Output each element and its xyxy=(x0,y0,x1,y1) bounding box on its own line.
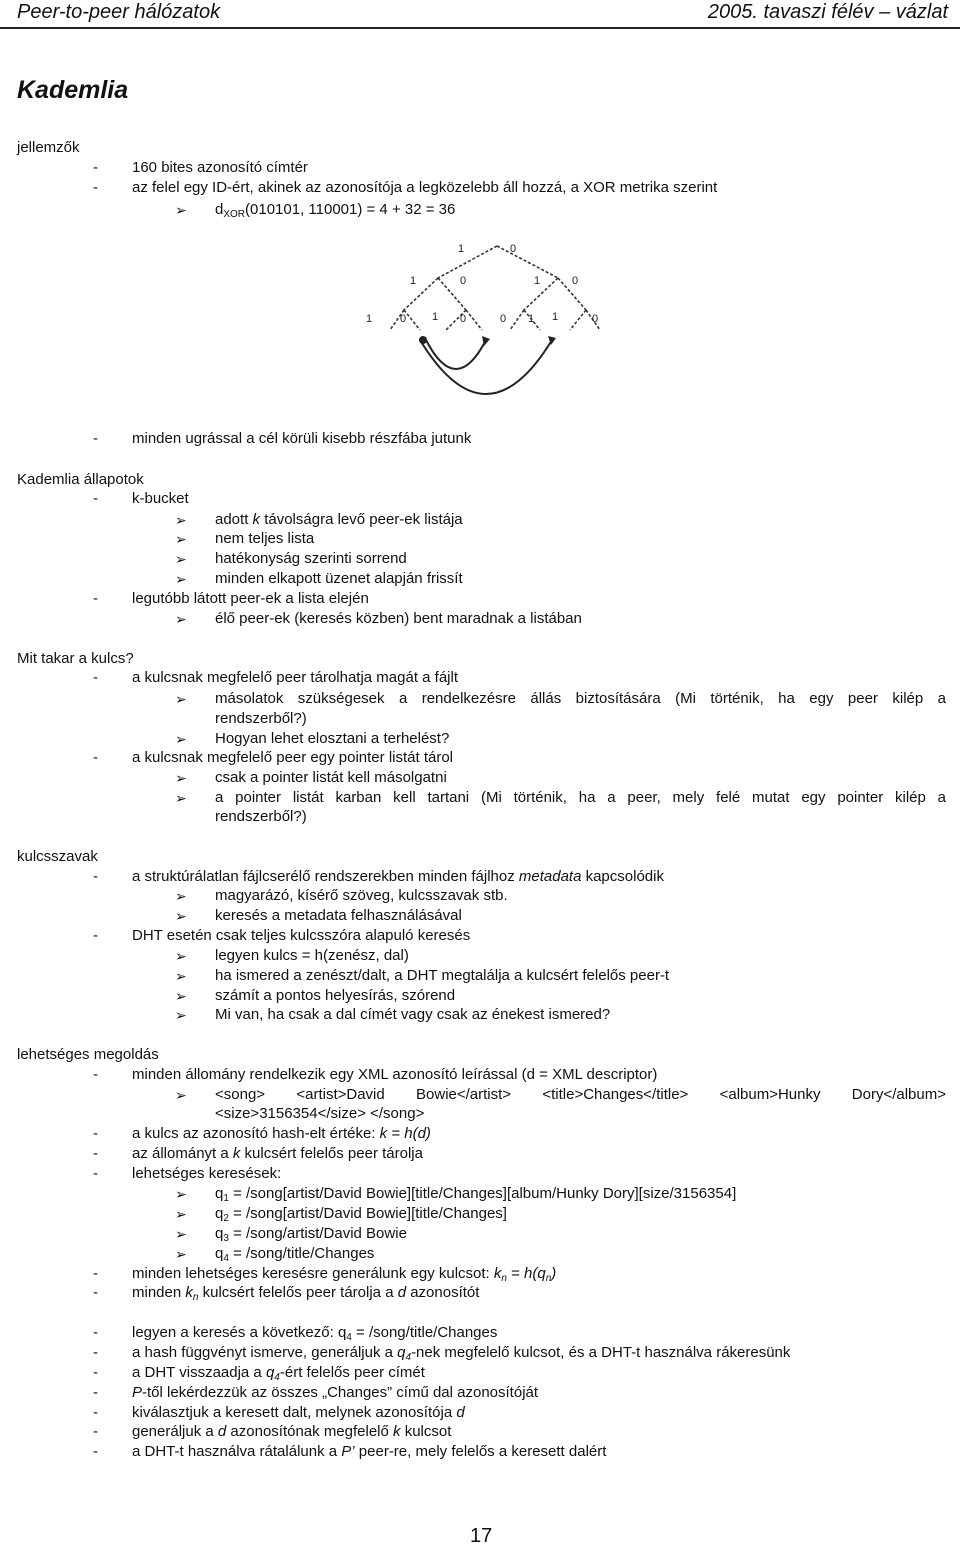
sub-item: legyen kulcs = h(zenész, dal) xyxy=(215,947,409,964)
list-item: kiválasztjuk a keresett dalt, melynek azonosítója d xyxy=(132,1404,465,1421)
svg-text:1: 1 xyxy=(366,313,373,325)
sub-item: adott k távolságra levő peer-ek listája xyxy=(215,511,463,528)
dash-bullet: - xyxy=(93,159,98,176)
header-semester: 2005. tavaszi félév – vázlat xyxy=(707,1,948,23)
svg-text:0: 0 xyxy=(510,243,517,255)
arrow-bullet-icon: ➢ xyxy=(175,1226,187,1242)
list-item: DHT esetén csak teljes kulcsszóra alapuló keresés xyxy=(132,927,471,944)
header-course-title: Peer-to-peer hálózatok xyxy=(17,1,221,23)
list-item: a DHT visszaadja a $q_4$-ért felelős peer címét xyxy=(132,1364,425,1383)
sub-item: csak a pointer listát kell másolgatni xyxy=(215,769,447,786)
header-divider xyxy=(0,27,960,29)
list-item: lehetséges keresések: xyxy=(132,1165,282,1182)
list-item: k-bucket xyxy=(132,490,189,507)
arrow-bullet-icon: ➢ xyxy=(175,691,187,707)
list-item: minden $k_n$ kulcsért felelős peer tárolja a d azonosítót xyxy=(132,1284,480,1303)
arrow-bullet-icon: ➢ xyxy=(175,531,187,547)
arrow-bullet-icon: ➢ xyxy=(175,888,187,904)
list-item: minden állomány rendelkezik egy XML azonosító leírással (d = XML descriptor) xyxy=(132,1066,658,1083)
dash-bullet: - xyxy=(93,1066,98,1083)
dash-bullet: - xyxy=(93,669,98,686)
dash-bullet: - xyxy=(93,1265,98,1282)
arrow-bullet-icon: ➢ xyxy=(175,968,187,984)
page-number: 17 xyxy=(470,1525,493,1547)
list-item: P-től lekérdezzük az összes „Changes” című dal azonosítóját xyxy=(132,1384,539,1401)
svg-text:0: 0 xyxy=(460,275,467,287)
dash-bullet: - xyxy=(93,1364,98,1381)
sub-item: ha ismered a zenészt/dalt, a DHT megtalálja a kulcsért felelős peer-t xyxy=(215,967,670,984)
dash-bullet: - xyxy=(93,490,98,507)
dash-bullet: - xyxy=(93,1125,98,1142)
sub-item-line: a pointer listát karban kell tartani (Mi történik, ha a peer, mely felé mutat egy pointer kilép a xyxy=(215,789,946,806)
dash-bullet: - xyxy=(93,927,98,944)
query-item: $q_2$ = /song[artist/David Bowie][title/Changes] xyxy=(215,1205,507,1224)
dash-bullet: - xyxy=(93,1443,98,1460)
arrow-bullet-icon: ➢ xyxy=(175,611,187,627)
sub-item: nem teljes lista xyxy=(215,530,315,547)
section-heading-megoldas: lehetséges megoldás xyxy=(17,1046,159,1063)
list-item: az felel egy ID-ért, akinek az azonosítója a legközelebb áll hozzá, a XOR metrika szerint xyxy=(132,179,718,196)
svg-text:0: 0 xyxy=(572,275,579,287)
query-item: $q_4$ = /song/title/Changes xyxy=(215,1245,375,1264)
arrow-bullet-icon: ➢ xyxy=(175,908,187,924)
arrow-bullet-icon: ➢ xyxy=(175,512,187,528)
dash-bullet: - xyxy=(93,1404,98,1421)
list-item: a kulcsnak megfelelő peer egy pointer listát tárol xyxy=(132,749,454,766)
list-item: minden ugrással a cél körüli kisebb részfába jutunk xyxy=(132,430,472,447)
arrow-bullet-icon: ➢ xyxy=(175,988,187,1004)
svg-text:1: 1 xyxy=(534,275,541,287)
sub-item-line: rendszerből?) xyxy=(215,710,307,727)
list-item: a struktúrálatlan fájlcserélő rendszerekben minden fájlhoz metadata kapcsolódik xyxy=(132,868,664,885)
arrow-bullet-icon: ➢ xyxy=(175,790,187,806)
dash-bullet: - xyxy=(93,1165,98,1182)
svg-text:0: 0 xyxy=(460,313,467,325)
list-item: legutóbb látott peer-ek a lista elején xyxy=(132,590,369,607)
arrow-bullet-icon: ➢ xyxy=(175,1246,187,1262)
list-item: generáljuk a d azonosítónak megfelelő k kulcsot xyxy=(132,1423,452,1440)
list-item: a kulcs az azonosító hash-elt értéke: k = h(d) xyxy=(132,1125,431,1142)
svg-text:1: 1 xyxy=(528,313,535,325)
section-heading-kulcsszavak: kulcsszavak xyxy=(17,848,98,865)
dash-bullet: - xyxy=(93,590,98,607)
list-item: 160 bites azonosító címtér xyxy=(132,159,308,176)
list-item: a hash függvényt ismerve, generáljuk a $q_4$-nek megfelelő kulcsot, és a DHT-t használva rákeresünk xyxy=(132,1344,791,1363)
list-item: a DHT-t használva rátalálunk a P’ peer-re, mely felelős a keresett dalért xyxy=(132,1443,607,1460)
arrow-bullet-icon: ➢ xyxy=(175,731,187,747)
page-title: Kademlia xyxy=(17,76,129,104)
query-item: $q_1$ = /song[artist/David Bowie][title/Changes][album/Hunky Dory][size/3156354] xyxy=(215,1185,737,1204)
sub-item: Mi van, ha csak a dal címét vagy csak az énekest ismered? xyxy=(215,1006,611,1023)
dash-bullet: - xyxy=(93,430,98,447)
dash-bullet: - xyxy=(93,1423,98,1440)
section-heading-jellemzok: jellemzők xyxy=(17,139,80,156)
arrow-bullet-icon: ➢ xyxy=(175,1007,187,1023)
list-item: a kulcsnak megfelelő peer tárolhatja magát a fájlt xyxy=(132,669,459,686)
arrow-bullet-icon: ➢ xyxy=(175,571,187,587)
arrow-bullet-icon: ➢ xyxy=(175,1087,187,1103)
svg-text:1: 1 xyxy=(458,243,465,255)
dash-bullet: - xyxy=(93,1384,98,1401)
sub-item: minden elkapott üzenet alapján frissít xyxy=(215,570,463,587)
arrow-bullet-icon: ➢ xyxy=(175,1206,187,1222)
arrow-bullet-icon: ➢ xyxy=(175,1186,187,1202)
svg-text:0: 0 xyxy=(500,313,507,325)
dash-bullet: - xyxy=(93,1344,98,1361)
sub-item: Hogyan lehet elosztani a terhelést? xyxy=(215,730,450,747)
section-heading-allapotok: Kademlia állapotok xyxy=(17,471,144,488)
sub-item: hatékonyság szerinti sorrend xyxy=(215,550,407,567)
arrow-bullet-icon: ➢ xyxy=(175,948,187,964)
arrow-bullet-icon: ➢ xyxy=(175,202,187,218)
sub-item: magyarázó, kísérő szöveg, kulcsszavak stb. xyxy=(215,887,508,904)
section-heading-kulcs: Mit takar a kulcs? xyxy=(17,650,134,667)
svg-text:1: 1 xyxy=(410,275,417,287)
list-item: minden lehetséges keresésre generálunk egy kulcsot: $k_n = h(q_n)$ xyxy=(132,1265,557,1284)
dash-bullet: - xyxy=(93,179,98,196)
xml-descriptor-line: <size>3156354</size> </song> xyxy=(215,1105,425,1122)
dash-bullet: - xyxy=(93,749,98,766)
xor-distance-example: $d_{XOR}(010101$, 110001) = 4 + 32 = 36 xyxy=(215,201,456,220)
xor-tree-diagram xyxy=(356,238,606,408)
svg-text:1: 1 xyxy=(552,311,559,323)
sub-item: számít a pontos helyesírás, szórend xyxy=(215,987,456,1004)
arrow-bullet-icon: ➢ xyxy=(175,551,187,567)
svg-text:0: 0 xyxy=(400,313,407,325)
svg-text:0: 0 xyxy=(592,313,599,325)
page-header xyxy=(0,0,960,27)
sub-item-line: másolatok szükségesek a rendelkezésre állás biztosítására (Mi történik, ha egy peer kilép a xyxy=(215,690,946,707)
query-item: $q_3$ = /song/artist/David Bowie xyxy=(215,1225,407,1244)
svg-text:1: 1 xyxy=(432,311,439,323)
dash-bullet: - xyxy=(93,1324,98,1341)
arrow-bullet-icon: ➢ xyxy=(175,770,187,786)
sub-item-line: rendszerből?) xyxy=(215,808,307,825)
dash-bullet: - xyxy=(93,868,98,885)
xml-descriptor-line: <song> <artist>David Bowie</artist> <title>Changes</title> <album>Hunky Dory</album> xyxy=(215,1086,946,1103)
dash-bullet: - xyxy=(93,1145,98,1162)
list-item: az állományt a k kulcsért felelős peer tárolja xyxy=(132,1145,423,1162)
dash-bullet: - xyxy=(93,1284,98,1301)
sub-item: élő peer-ek (keresés közben) bent maradnak a listában xyxy=(215,610,582,627)
list-item: legyen a keresés a következő: $q_4$ = /song/title/Changes xyxy=(132,1324,498,1343)
sub-item: keresés a metadata felhasználásával xyxy=(215,907,462,924)
